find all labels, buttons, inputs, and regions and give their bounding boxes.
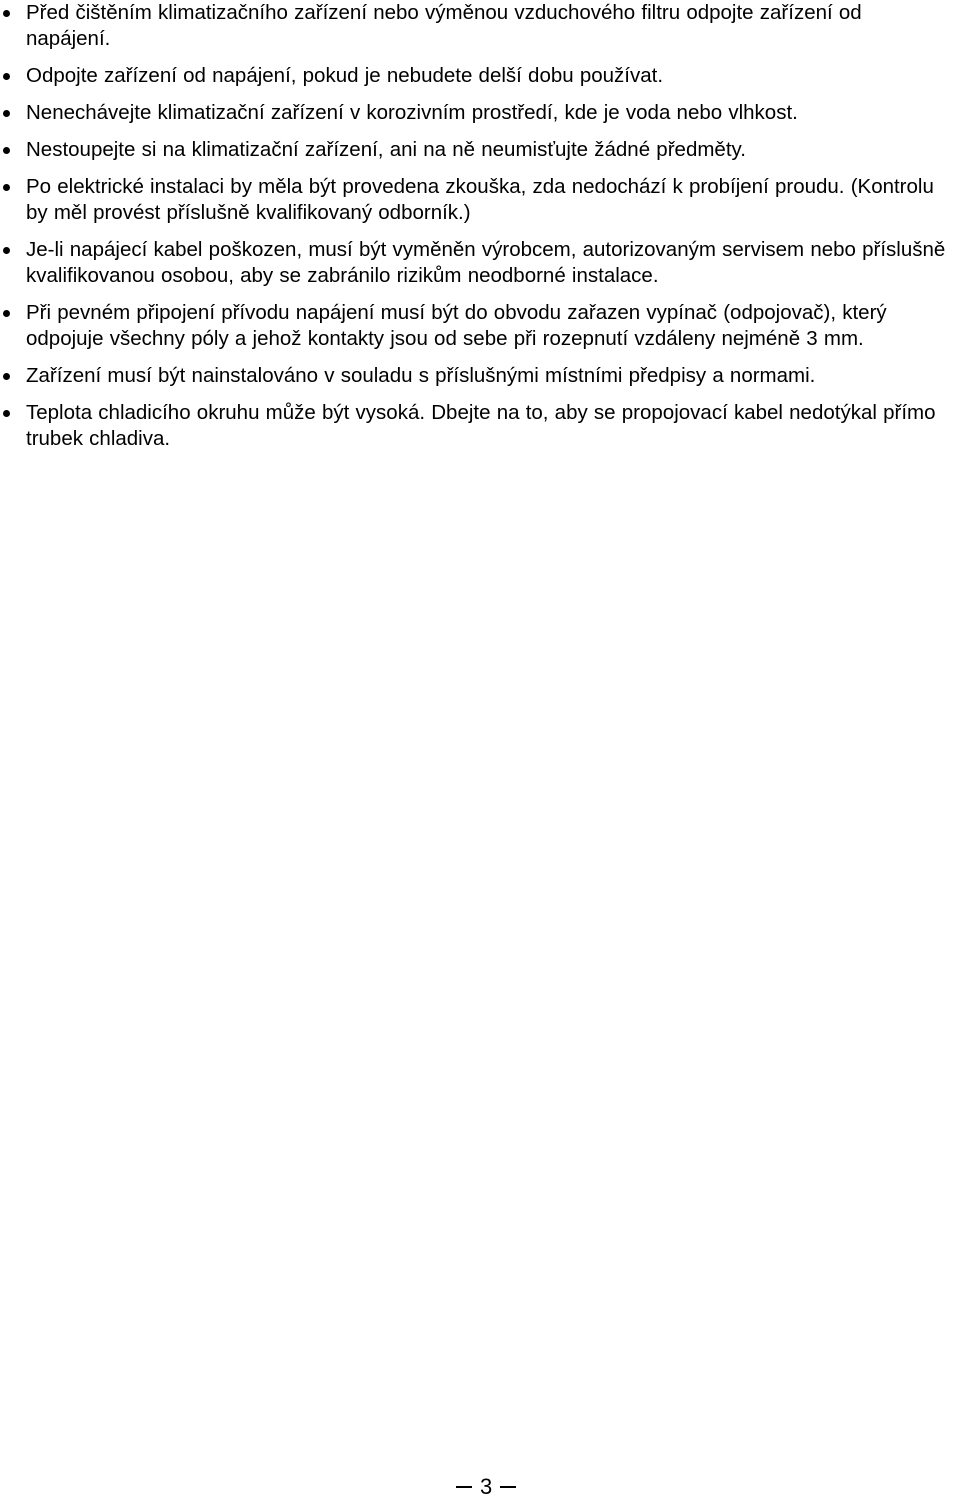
bullet-icon bbox=[3, 247, 10, 254]
bullet-icon bbox=[3, 10, 10, 17]
list-item bbox=[0, 174, 950, 226]
list-item bbox=[0, 363, 950, 389]
list-item bbox=[0, 300, 950, 352]
bullet-icon bbox=[3, 310, 10, 317]
list-item-text: Před čištěním klimatizačního zařízení nebo výměnou vzduchového filtru odpojte zařízení od napájení. bbox=[26, 1, 862, 50]
list-item-text: Zařízení musí být nainstalováno v souladu s příslušnými místními předpisy a normami. bbox=[26, 364, 816, 387]
page-footer bbox=[456, 1474, 516, 1500]
bullet-icon bbox=[3, 184, 10, 191]
list-item bbox=[0, 237, 950, 289]
list-item-text: Při pevném připojení přívodu napájení musí být do obvodu zařazen vypínač (odpojovač), který odpojuje všechny póly a jehož kontakty jsou od sebe při rozepnutí vzdáleny nejméně 3 mm. bbox=[26, 301, 887, 350]
bullet-icon bbox=[3, 147, 10, 154]
bullet-icon bbox=[3, 373, 10, 380]
bullet-icon bbox=[3, 73, 10, 80]
list-item-text: Je-li napájecí kabel poškozen, musí být vyměněn výrobcem, autorizovaným servisem nebo příslušně kvalifikovanou osobou, aby se zabránilo rizikům neodborné instalace. bbox=[26, 238, 946, 287]
bullet-icon bbox=[3, 110, 10, 117]
list-item-text: Nestoupejte si na klimatizační zařízení, ani na ně neumisťujte žádné předměty. bbox=[26, 138, 746, 161]
list-item-text: Po elektrické instalaci by měla být provedena zkouška, zda nedochází k probíjení proudu. (Kontrolu by měl provést příslušně kvalifikovaný odborník.) bbox=[26, 175, 934, 224]
dash-left bbox=[456, 1486, 472, 1488]
list-item-text: Odpojte zařízení od napájení, pokud je nebudete delší dobu používat. bbox=[26, 64, 664, 87]
page-number: 3 bbox=[480, 1474, 493, 1499]
list-item bbox=[0, 63, 950, 89]
list-item bbox=[0, 0, 950, 52]
bullet-icon bbox=[3, 410, 10, 417]
list-item bbox=[0, 100, 950, 126]
list-item bbox=[0, 137, 950, 163]
list-item bbox=[0, 400, 950, 452]
dash-right bbox=[500, 1486, 516, 1488]
list-item-text: Teplota chladicího okruhu může být vysoká. Dbejte na to, aby se propojovací kabel nedotýkal přímo trubek chladiva. bbox=[26, 401, 936, 450]
safety-instructions-list bbox=[0, 0, 950, 463]
list-item-text: Nenechávejte klimatizační zařízení v korozivním prostředí, kde je voda nebo vlhkost. bbox=[26, 101, 798, 124]
